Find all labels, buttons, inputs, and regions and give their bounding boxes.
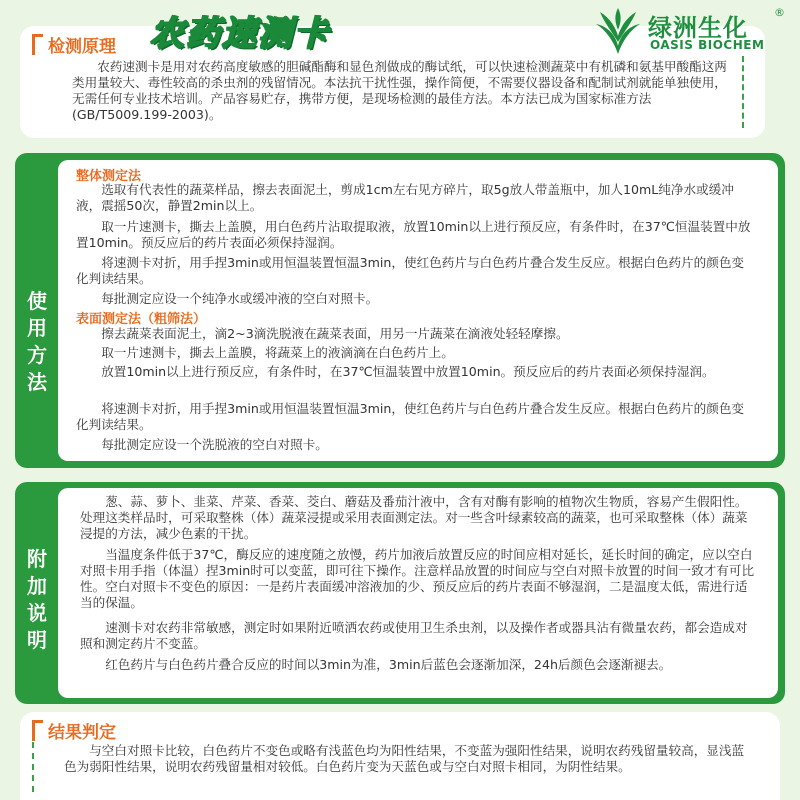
principle-text: 农药速测卡是用对农药高度敏感的胆碱酯酶和显色剂做成的酶试纸，可以快速检测蔬菜中有机磷和氨基甲酸酯这两类用量较大、毒性较高的杀虫剂的残留情况。本法抗干扰性强，操作简便，不需要仪器设备和配制试剂就能单独使用，无需任何专业技术培训。产品容易贮存，携带方便，是现场检测的最佳方法。本方法已成为国家标准方法(GB/T5009.199-2003)。 <box>72 59 727 122</box>
whole-step-4: 每批测定应设一个纯净水或缓冲液的空白对照卡。 <box>101 291 379 306</box>
whole-method-heading: 整体测定法 <box>76 169 142 184</box>
note-2: 当温度条件低于37℃，酶反应的速度随之放慢，药片加液后放置反应的时间应相对延长，延长时间的确定，应以空白对照卡用手指（体温）捏3min时可以变蓝，即可往下操作。注意样品放置的时间应与空白对照卡放置的时间一致才有可比性。空白对照卡不变色的原因：一是药片表面缓冲溶液加的少、预反应后的药片表面不够湿润，二是温度太低，需进行适当的保温。 <box>80 547 755 610</box>
result-card <box>20 712 780 800</box>
surface-step-2: 取一片速测卡，撕去上盖膜，将蔬菜上的液滴滴在白色药片上。 <box>101 345 454 360</box>
result-bracket <box>32 720 43 741</box>
page-title: 农药速测卡 <box>150 14 330 54</box>
whole-step-2: 取一片速测卡，撕去上盖膜，用白色药片沾取提取液，放置10min以上进行预反应，有条件时，在37℃恒温装置中放置10min。预反应后的药片表面必须保持湿润。 <box>76 219 751 250</box>
oasis-leaf-icon <box>592 6 644 58</box>
whole-step-1: 选取有代表性的蔬菜样品，擦去表面泥土，剪成1cm左右见方碎片，取5g放人带盖瓶中，加人10mL纯净水或缓冲液，震摇50次，静置2min以上。 <box>76 182 734 213</box>
notes-side-char: 说 <box>27 601 47 625</box>
result-dashed-line <box>32 742 34 792</box>
logo-chinese-name: 绿洲生化 <box>648 14 748 42</box>
surface-step-5: 每批测定应设一个洗脱液的空白对照卡。 <box>101 437 328 452</box>
note-3: 速测卡对农药非常敏感，测定时如果附近喷洒农药或使用卫生杀虫剂，以及操作者或器具沾有微量农药，都会造成对照和测定药片不变蓝。 <box>80 620 748 651</box>
notes-side-char: 明 <box>27 628 47 652</box>
logo-registered-mark: ® <box>774 6 785 19</box>
surface-step-3: 放置10min以上进行预反应，有条件时，在37℃恒温装置中放置10min。预反应后的药片表面必须保持湿润。 <box>101 364 715 379</box>
notes-side-char: 加 <box>27 574 47 598</box>
principle-bracket <box>32 34 43 55</box>
notes-side-char: 附 <box>27 547 47 571</box>
surface-step-1: 擦去蔬菜表面泥土，滴2~3滴洗脱液在蔬菜表面，用另一片蔬菜在滴液处轻轻摩擦。 <box>101 326 569 341</box>
result-heading: 结果判定 <box>48 723 116 743</box>
surface-step-4: 将速测卡对折，用手捏3min或用恒温装置恒温3min，使红色药片与白色药片叠合发生反应。根据白色药片的颜色变化判读结果。 <box>76 401 745 432</box>
result-text: 与空白对照卡比较，白色药片不变色或略有浅蓝色均为阳性结果，不变蓝为强阳性结果，说明农药残留量较高，显浅蓝色为弱阳性结果，说明农药残留量相对较低。白色药片变为天蓝色或与空白对照卡相同，为阴性结果。 <box>64 743 745 774</box>
usage-side-char: 用 <box>27 316 47 340</box>
usage-side-char: 使 <box>27 289 47 313</box>
whole-step-3: 将速测卡对折，用手捏3min或用恒温装置恒温3min，使红色药片与白色药片叠合发生反应。根据白色药片的颜色变化判读结果。 <box>76 255 745 286</box>
principle-dashed-line <box>742 56 744 128</box>
logo-english-name: OASIS BIOCHEM <box>650 38 765 52</box>
surface-method-heading: 表面测定法（粗筛法） <box>76 312 207 327</box>
principle-heading: 检测原理 <box>48 37 116 57</box>
note-1: 葱、蒜、萝卜、韭菜、芹菜、香菜、茭白、蘑菇及番茄汁液中，含有对酶有影响的植物次生物质，容易产生假阳性。处理这类样品时，可采取整株（体）蔬菜浸提或采用表面测定法。对一些含叶绿素较高的蔬菜，也可采取整株（体）蔬菜浸提的方法，减少色素的干扰。 <box>80 494 748 541</box>
usage-side-char: 法 <box>27 370 47 394</box>
note-4: 红色药片与白色药片叠合反应的时间以3min为准，3min后蓝色会逐渐加深，24h后颜色会逐渐褪去。 <box>105 657 672 672</box>
brand-logo <box>592 6 797 58</box>
usage-side-char: 方 <box>27 343 47 367</box>
